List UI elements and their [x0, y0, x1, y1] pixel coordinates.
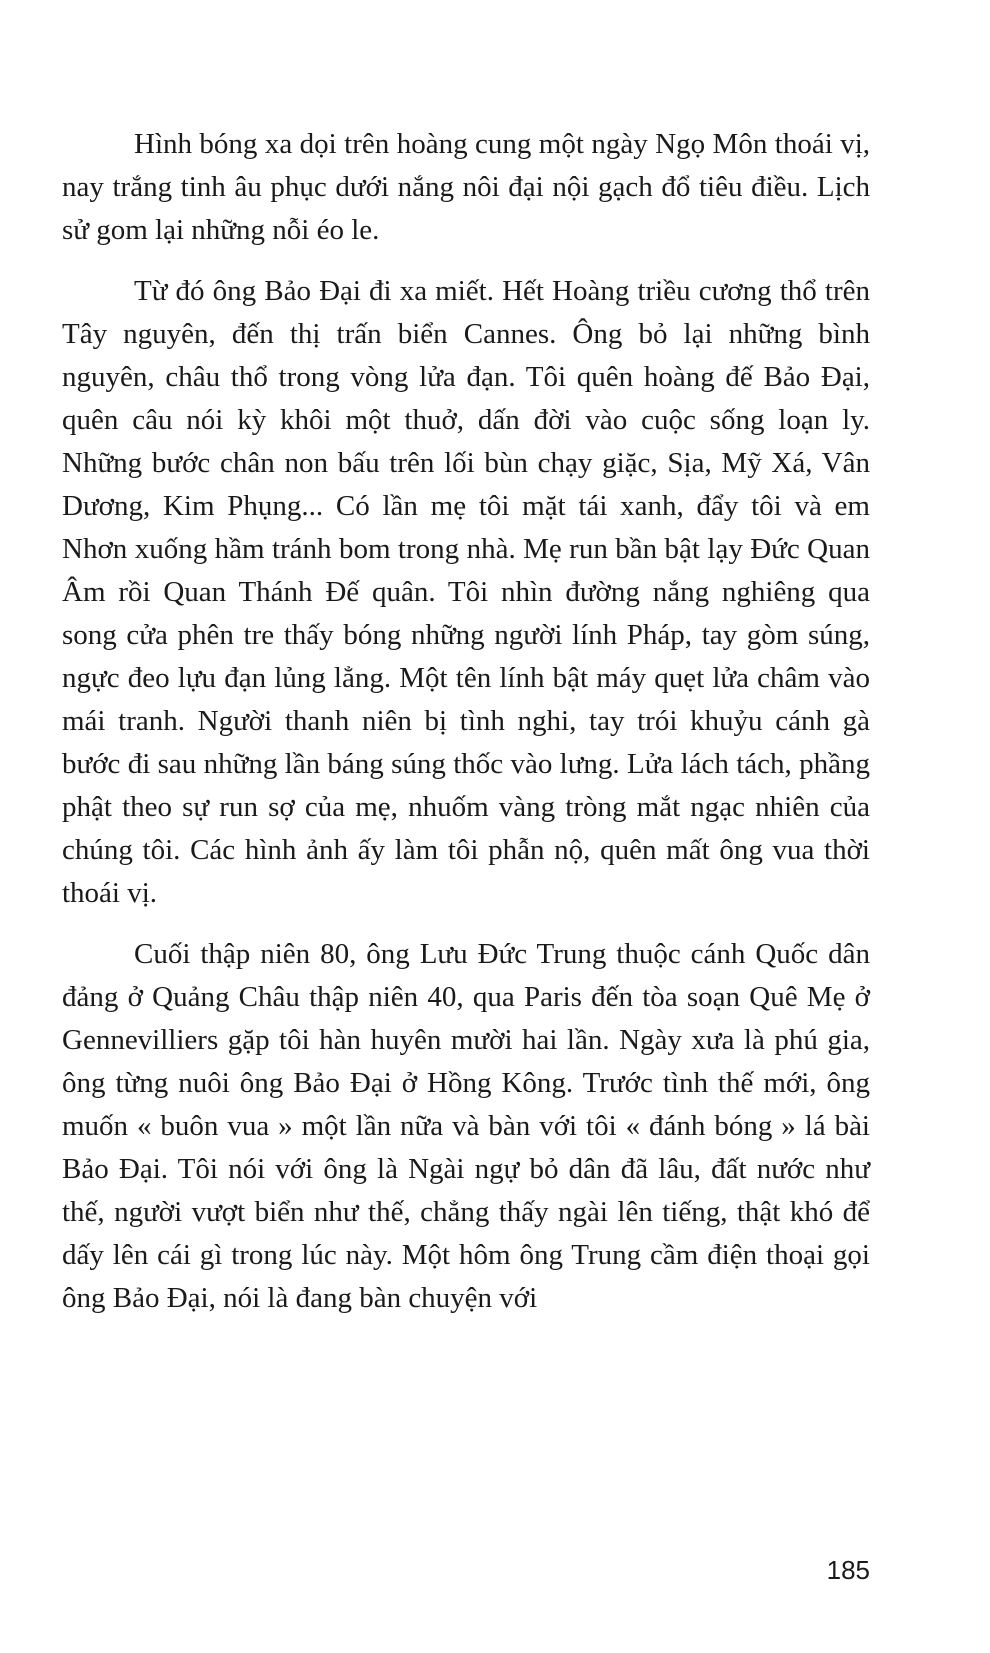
paragraph-1: Hình bóng xa dọi trên hoàng cung một ngày Ngọ Môn thoái vị, nay trắng tinh âu phục dưới nắng nôi đại nội gạch đổ tiêu điều. Lịch sử gom lại những nỗi éo le.	[62, 128, 870, 246]
paragraph-3: Cuối thập niên 80, ông Lưu Đức Trung thuộc cánh Quốc dân đảng ở Quảng Châu thập niên 40, qua Paris đến tòa soạn Quê Mẹ ở Gennevilliers gặp tôi hàn huyên mười hai lần. Ngày xưa là phú gia, ông từng nuôi ông Bảo Đại ở Hồng Kông. Trước tình thế mới, ông muốn « buôn vua » một lần nữa và bàn với tôi « đánh bóng » lá bài Bảo Đại. Tôi nói với ông là Ngài ngự bỏ dân đã lâu, đất nước như thế, người vượt biển như thế, chẳng thấy ngài lên tiếng, thật khó để dấy lên cái gì trong lúc này. Một hôm ông Trung cầm điện thoại gọi ông Bảo Đại, nói là đang bàn chuyện với	[62, 938, 870, 1314]
page-number: 185	[826, 1555, 870, 1585]
body-text	[62, 123, 870, 1320]
paragraph-2: Từ đó ông Bảo Đại đi xa miết. Hết Hoàng triều cương thổ trên Tây nguyên, đến thị trấn biển Cannes. Ông bỏ lại những bình nguyên, châu thổ trong vòng lửa đạn. Tôi quên hoàng đế Bảo Đại, quên câu nói kỳ khôi một thuở, dấn đời vào cuộc sống loạn ly. Những bước chân non bấu trên lối bùn chạy giặc, Sịa, Mỹ Xá, Vân Dương, Kim Phụng... Có lần mẹ tôi mặt tái xanh, đẩy tôi và em Nhơn xuống hầm tránh bom trong nhà. Mẹ run bần bật lạy Đức Quan Âm rồi Quan Thánh Đế quân. Tôi nhìn đường nắng nghiêng qua song cửa phên tre thấy bóng những người lính Pháp, tay gòm súng, ngực đeo lựu đạn lủng lẳng. Một tên lính bật máy quẹt lửa châm vào mái tranh. Người thanh niên bị tình nghi, tay trói khuỷu cánh gà bước đi sau những lần báng súng thốc vào lưng. Lửa lách tách, phầng phật theo sự run sợ của mẹ, nhuốm vàng tròng mắt ngạc nhiên của chúng tôi. Các hình ảnh ấy làm tôi phẫn nộ, quên mất ông vua thời thoái vị.	[62, 275, 870, 909]
